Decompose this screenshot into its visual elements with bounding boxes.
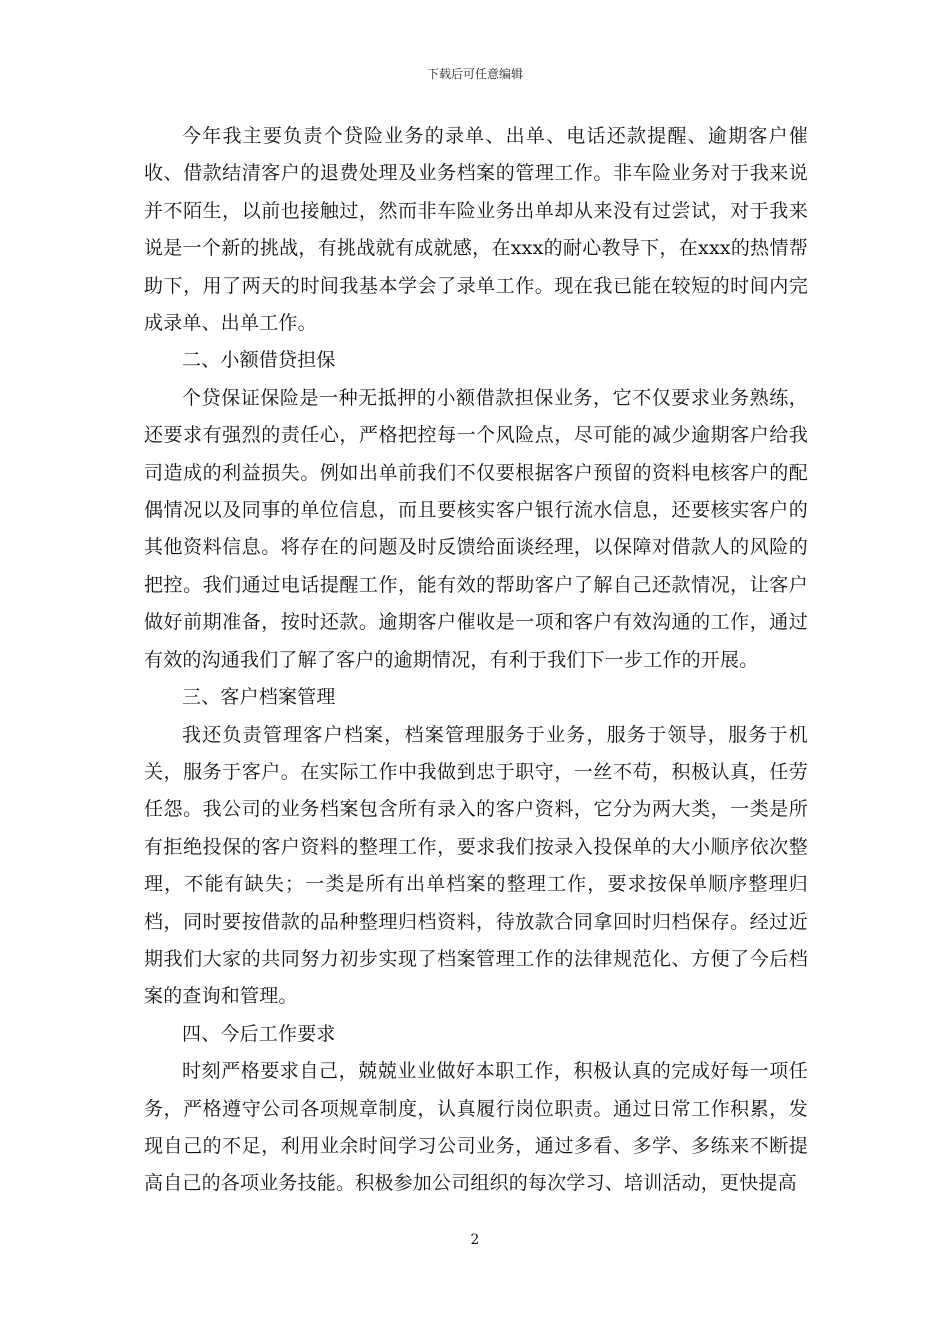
page-header: 下载后可任意编辑: [426, 67, 523, 81]
section-heading-customer-archives: 三、客户档案管理: [182, 686, 336, 709]
paragraph-small-loan-guarantee: 个贷保证保险是一种无抵押的小额借款担保业务，它不仅要求业务熟练，还要求有强烈的责任心，严格把控每一个风险点，尽可能的减少逾期客户给我司造成的利益损失。例如出单前我们不仅要根据客户预留的资料电核客户的配偶情况以及同事的单位信息，而且要核实客户银行流水信息，还要核实客户的其他资料信息。将存在的问题及时反馈给面谈经理，以保障对借款人的风险的把控。我们通过电话提醒工作，能有效的帮助客户了解自己还款情况，让客户做好前期准备，按时还款。逾期客户催收是一项和客户有效沟通的工作，通过有效的沟通我们了解了客户的逾期情况，有利于我们下一步工作的开展。: [144, 386, 808, 671]
section-heading-future-work: 四、今后工作要求: [182, 1022, 336, 1045]
paragraph-customer-archives: 我还负责管理客户档案，档案管理服务于业务，服务于领导，服务于机关，服务于客户。在实际工作中我做到忠于职守，一丝不苟，积极认真，任劳任怨。我公司的业务档案包含所有录入的客户资料，它分为两大类，一类是所有拒绝投保的客户资料的整理工作，要求我们按录入投保单的大小顺序依次整理，不能有缺失；一类是所有出单档案的整理工作，要求按保单顺序整理归档，同时要按借款的品种整理归档资料，待放款合同拿回时归档保存。经过近期我们大家的共同努力初步实现了档案管理工作的法律规范化、方便了今后档案的查询和管理。: [144, 723, 808, 1008]
section-heading-small-loan-guarantee: 二、小额借贷担保: [182, 349, 336, 372]
paragraph-loan-insurance-duties: 今年我主要负责个贷险业务的录单、出单、电话还款提醒、逾期客户催收、借款结清客户的退费处理及业务档案的管理工作。非车险业务对于我来说并不陌生，以前也接触过，然而非车险业务出单却从来没有过尝试，对于我来说是一个新的挑战，有挑战就有成就感，在xxx的耐心教导下，在xxx的热情帮助下，用了两天的时间我基本学会了录单工作。现在我已能在较短的时间内完成录单、出单工作。: [144, 125, 808, 335]
document-body: [144, 118, 808, 1203]
page-number: 2: [470, 1232, 480, 1248]
paragraph-future-work: 时刻严格要求自己，兢兢业业做好本职工作，积极认真的完成好每一项任务，严格遵守公司各项规章制度，认真履行岗位职责。通过日常工作积累，发现自己的不足，利用业余时间学习公司业务，通过多看、多学、多练来不断提高自己的各项业务技能。积极参加公司组织的每次学习、培训活动，更快提高: [144, 1060, 808, 1195]
